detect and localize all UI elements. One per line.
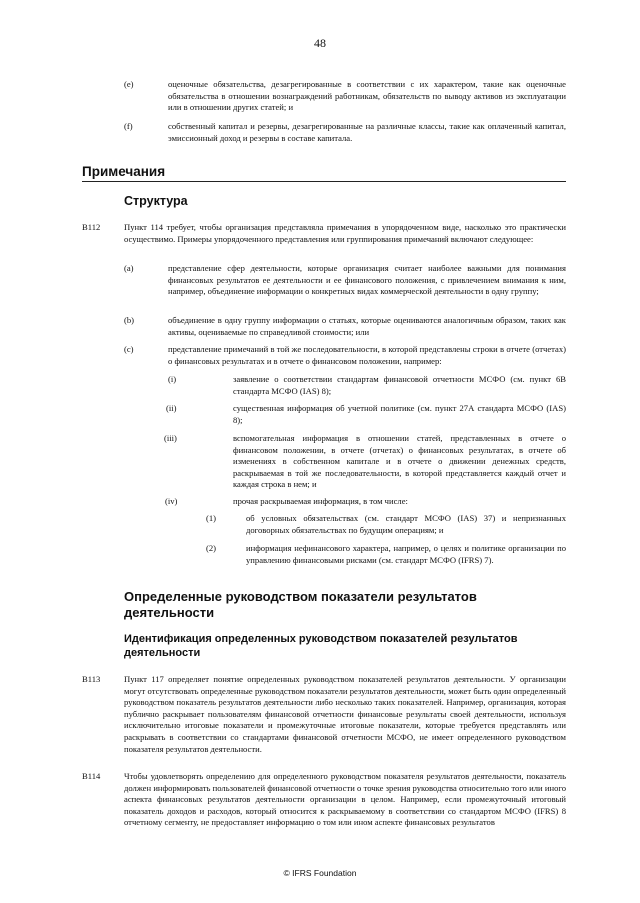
- b112-label-1: (1): [206, 513, 217, 523]
- list-item-f: собственный капитал и резервы, дезагрегированные на различные классы, такие как оплаченный капитал, эмиссионный доход и резервы в составе капитала.: [168, 121, 566, 143]
- mpm-heading: Определенные руководством показатели результатов деятельности: [124, 589, 477, 620]
- paragraph-b114: Чтобы удовлетворять определению для определенного руководством показателя результатов деятельности, показатель должен информировать пользователей финансовой отчетности о точке зрения руководства относительно того или иного аспекта финансовых результатов деятельности организации в целом. Например, если промежуточный итоговый показатель доходов и расходов, который относится к раскрываемому в соответствии со стандартом МСФО (IFRS) 8 отчетному сегменту, не предоставляет информацию о том или ином аспекте финансовых результатов: [124, 771, 566, 828]
- paragraph-id-b114: B114: [82, 771, 101, 781]
- page-number: 48: [314, 36, 326, 50]
- paragraph-b113: Пункт 117 определяет понятие определенных руководством показателей результатов деятельности. У организации могут отсутствовать определенные руководством показатели результатов деятельности, может быть один определенный руководством показатель результатов деятельности либо несколько таких показателей. Например, организация, которая публично раскрывает пользователям финансовой отчетности финансовые результаты своей деятельности, используя исключительно итоговые показатели и промежуточные итоговые показатели, которые требуется представлять или раскрывать в соответствии со стандартами финансовой отчетности МСФО, не имеет определенного руководством показателя результатов деятельности.: [124, 674, 566, 754]
- b112-label-ii: (ii): [166, 403, 177, 413]
- b112-item-a: представление сфер деятельности, которые организация считает наиболее важными для понимания финансовых результатов ее деятельности и ее финансового положения, с привлечением внимания к ним, например, объединение информации о конкретных видах коммерческой деятельности в одну группу;: [168, 263, 566, 297]
- page-footer: © IFRS Foundation: [283, 868, 357, 878]
- b112-item-1: об условных обязательствах (см. стандарт МСФО (IAS) 37) и непризнанных договорных обязательствах по будущим операциям; и: [246, 513, 566, 535]
- structure-heading: Структура: [124, 194, 188, 208]
- b112-item-ii: существенная информация об учетной политике (см. пункт 27А стандарта МСФО (IAS) 8);: [233, 403, 566, 425]
- b112-label-c: (c): [124, 344, 134, 354]
- list-label-e: (e): [124, 79, 134, 89]
- b112-label-iv: (iv): [165, 496, 178, 506]
- paragraph-id-b112: B112: [82, 222, 101, 232]
- b112-item-b: объединение в одну группу информации о статьях, которые оцениваются аналогичным образом, таких как активы, оцениваемые по справедливой стоимости; или: [168, 315, 566, 337]
- paragraph-id-b113: B113: [82, 674, 101, 684]
- b112-label-a: (a): [124, 263, 134, 273]
- b112-item-2: информация нефинансового характера, например, о целях и политике организации по управлению финансовыми рисками (см. стандарт МСФО (IFRS) 7).: [246, 543, 566, 565]
- b112-label-b: (b): [124, 315, 135, 325]
- paragraph-b112-intro: Пункт 114 требует, чтобы организация представляла примечания в упорядоченном виде, насколько это практически осуществимо. Примеры упорядоченного представления или группирования примечаний включают следующее:: [124, 222, 566, 244]
- section-title: Примечания: [82, 164, 166, 179]
- b112-item-c: представление примечаний в той же последовательности, в которой представлены строки в отчете (отчетах) о финансовых результатах и в отчете о финансовом положении, например:: [168, 344, 566, 366]
- b112-label-2: (2): [206, 543, 217, 553]
- b112-item-iii: вспомогательная информация в отношении статей, представленных в отчете о финансовом положении, в отчете (отчетах) о финансовых результатах, в отчете об изменениях в собственном капитале и в отчете о движении денежных средств, раскрываемая в той же последовательности, в которой представляется каждый отчет и каждая строка в нем; и: [233, 433, 566, 490]
- b112-item-iv: прочая раскрываемая информация, в том числе:: [233, 496, 408, 506]
- list-item-e: оценочные обязательства, дезагрегированные в соответствии с их характером, такие как оценочные обязательства в отношении вознаграждений работникам, обязательств по выводу активов из эксплуатации или в отношении других статей; и: [168, 79, 566, 113]
- b112-item-i: заявление о соответствии стандартам финансовой отчетности МСФО (см. пункт 6В стандарта МСФО (IAS) 8);: [233, 374, 566, 396]
- b112-label-i: (i): [168, 374, 177, 384]
- list-label-f: (f): [124, 121, 133, 131]
- b112-label-iii: (iii): [164, 433, 177, 443]
- section-divider: [82, 181, 566, 182]
- mpm-subheading: Идентификация определенных руководством показателей результатов деятельности: [124, 633, 518, 659]
